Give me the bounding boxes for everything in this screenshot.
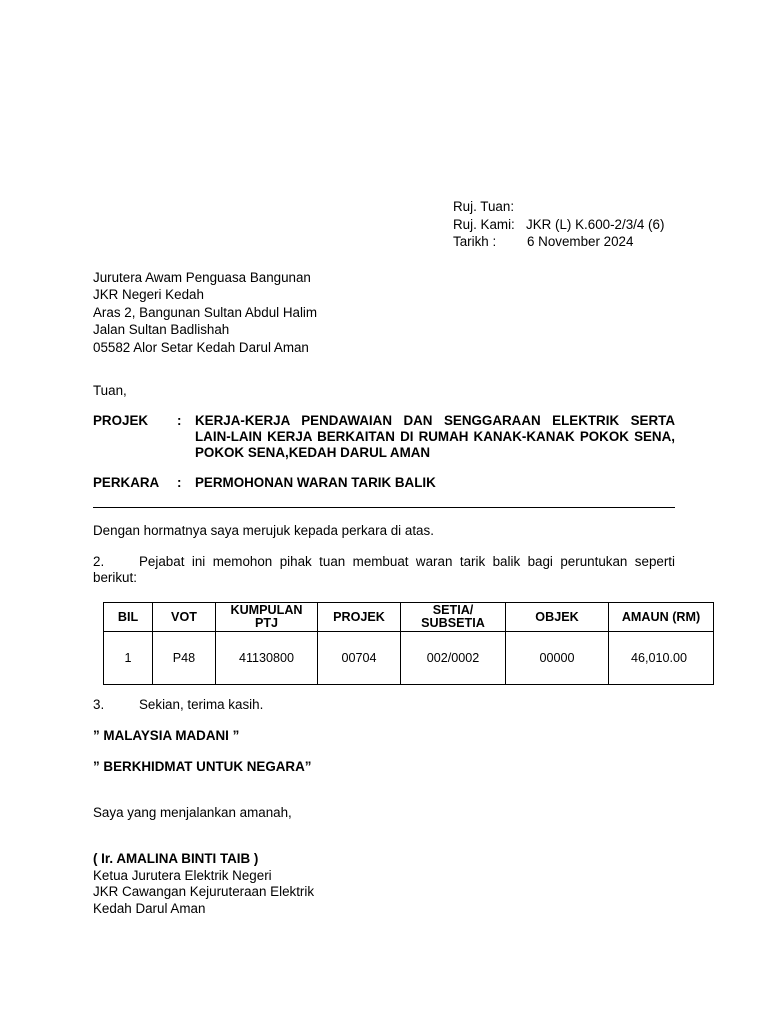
header-objek: OBJEK bbox=[506, 603, 609, 632]
paragraph-3-number: 3. bbox=[93, 697, 105, 712]
closing-line: Saya yang menjalankan amanah, bbox=[93, 805, 292, 820]
ruj-kami-label: Ruj. Kami: bbox=[453, 216, 515, 232]
cell-kumpulan-ptj: 41130800 bbox=[216, 632, 318, 685]
slogan-malaysia-madani: ” MALAYSIA MADANI ” bbox=[93, 728, 240, 743]
divider-line bbox=[93, 507, 675, 508]
signatory-state: Kedah Darul Aman bbox=[93, 900, 206, 916]
perkara-row bbox=[93, 475, 675, 491]
table-row bbox=[104, 632, 714, 685]
signatory-department: JKR Cawangan Kejuruteraan Elektrik bbox=[93, 884, 315, 899]
header-vot: VOT bbox=[153, 603, 216, 632]
cell-projek: 00704 bbox=[318, 632, 401, 685]
signatory-name: ( Ir. AMALINA BINTI TAIB ) bbox=[93, 851, 259, 866]
allocation-table bbox=[103, 602, 714, 685]
cell-objek: 00000 bbox=[506, 632, 609, 685]
signature-block bbox=[93, 851, 314, 917]
paragraph-2-text: Pejabat ini memohon pihak tuan membuat waran tarik balik bagi peruntukan seperti berikut: bbox=[93, 554, 675, 585]
projek-label: PROJEK bbox=[93, 413, 149, 428]
ruj-kami-row bbox=[453, 216, 664, 234]
perkara-label: PERKARA bbox=[93, 475, 160, 490]
slogan-berkhidmat: ” BERKHIDMAT UNTUK NEGARA” bbox=[93, 759, 312, 774]
address-line: Jurutera Awam Penguasa Bangunan bbox=[93, 270, 311, 285]
perkara-colon: : bbox=[177, 475, 182, 490]
ruj-kami-value: JKR (L) K.600-2/3/4 (6) bbox=[526, 216, 665, 232]
ruj-tuan-row bbox=[453, 198, 664, 216]
projek-colon: : bbox=[177, 413, 182, 428]
header-bil: BIL bbox=[104, 603, 153, 632]
header-setia-subsetia: SETIA/ SUBSETIA bbox=[401, 603, 506, 632]
paragraph-2 bbox=[93, 554, 675, 586]
header-kumpulan-ptj: KUMPULAN PTJ bbox=[216, 603, 318, 632]
tarikh-label: Tarikh : bbox=[453, 234, 497, 249]
paragraph-2-number: 2. bbox=[93, 554, 105, 569]
address-line: Aras 2, Bangunan Sultan Abdul Halim bbox=[93, 304, 318, 320]
signatory-position: Ketua Jurutera Elektrik Negeri bbox=[93, 867, 272, 883]
address-line: Jalan Sultan Badlishah bbox=[93, 322, 230, 338]
header-projek: PROJEK bbox=[318, 603, 401, 632]
projek-text: KERJA-KERJA PENDAWAIAN DAN SENGGARAAN ELEKTRIK SERTA LAIN-LAIN KERJA BERKAITAN DI RUMAH KANAK-KANAK POKOK SENA, POKOK SENA,KEDAH DARUL AMAN bbox=[195, 413, 675, 460]
cell-vot: P48 bbox=[153, 632, 216, 685]
paragraph-3 bbox=[93, 697, 263, 712]
salutation: Tuan, bbox=[93, 383, 127, 398]
address-line: 05582 Alor Setar Kedah Darul Aman bbox=[93, 339, 309, 355]
cell-bil: 1 bbox=[104, 632, 153, 685]
ruj-tuan-label: Ruj. Tuan: bbox=[453, 199, 515, 214]
tarikh-row bbox=[453, 233, 664, 251]
reference-block bbox=[453, 198, 664, 251]
cell-setia-subsetia: 002/0002 bbox=[401, 632, 506, 685]
table-header-row bbox=[104, 603, 714, 632]
projek-row bbox=[93, 413, 675, 461]
cell-amaun: 46,010.00 bbox=[609, 632, 714, 685]
recipient-address bbox=[93, 269, 317, 356]
paragraph-1: Dengan hormatnya saya merujuk kepada perkara di atas. bbox=[93, 523, 434, 538]
paragraph-3-text: Sekian, terima kasih. bbox=[139, 697, 264, 712]
tarikh-value: 6 November 2024 bbox=[527, 234, 634, 249]
perkara-text: PERMOHONAN WARAN TARIK BALIK bbox=[195, 475, 436, 490]
header-amaun: AMAUN (RM) bbox=[609, 603, 714, 632]
address-line: JKR Negeri Kedah bbox=[93, 287, 204, 303]
